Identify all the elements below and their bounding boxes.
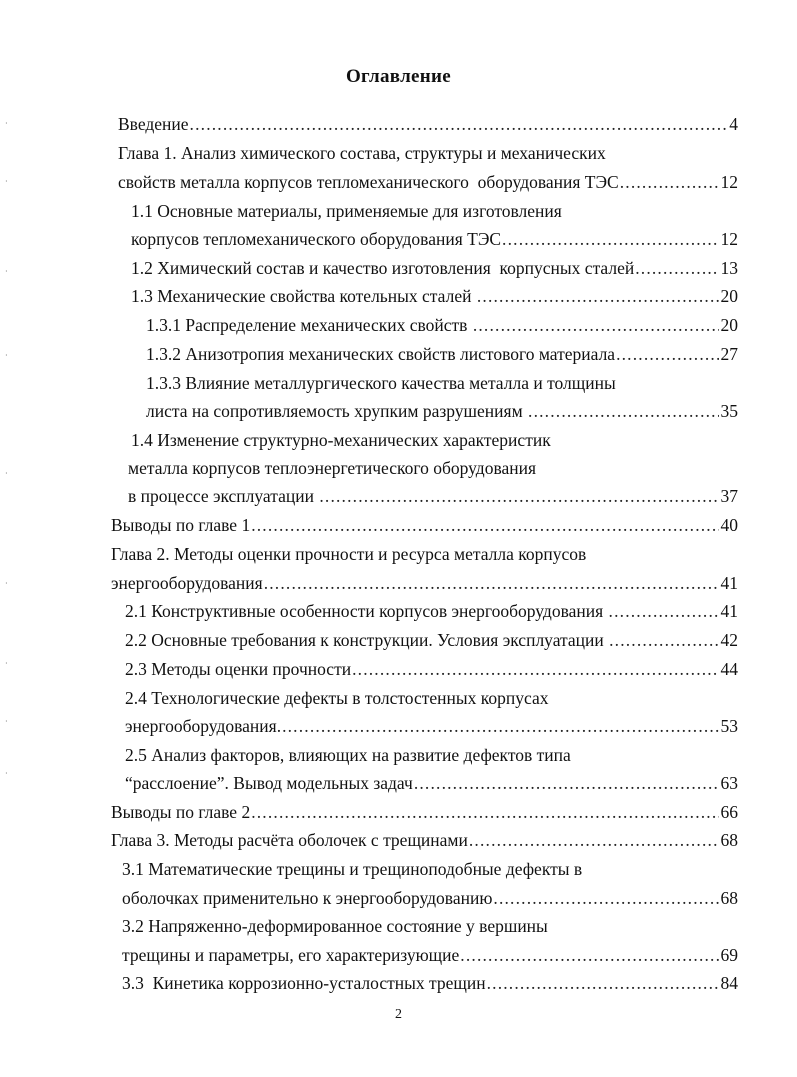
toc-entry-1-4-l3[interactable]: в процессе эксплуатации . . . 37 [128,482,738,510]
toc-entry-1-2[interactable]: 1.2 Химический состав и качество изготовления корпусных сталей . . . 13 [131,254,738,282]
dot-leader [319,482,718,510]
toc-entry-1-3-2[interactable]: 1.3.2 Анизотропия механических свойств листового материала . . . 27 [146,340,738,368]
toc-entry-2-4-l1[interactable]: 2.4 Технологические дефекты в толстостенных корпусах [125,688,549,708]
dot-leader [264,569,719,597]
scan-speck: · [5,469,8,478]
scan-speck: · [5,769,8,778]
toc-entry-1-4-l1[interactable]: 1.4 Изменение структурно-механических характеристик [131,430,551,450]
page-title: Оглавление [345,66,452,87]
dot-leader [473,311,719,339]
toc-entry-2-2[interactable]: 2.2 Основные требования к конструкции. Условия эксплуатации . . . 42 [125,626,738,654]
scan-speck: · [5,579,8,588]
toc-entry-ch1-l1[interactable]: Глава 1. Анализ химического состава, структуры и механических [118,143,606,163]
dot-leader [609,626,718,654]
toc-entry-2-5-l1[interactable]: 2.5 Анализ факторов, влияющих на развитие дефектов типа [125,745,571,765]
toc-entry-3-1-l2[interactable]: оболочках применительно к энергооборудованию . . . 68 [122,884,738,912]
dot-leader [251,511,718,539]
toc-entry-intro[interactable]: Введение . . . 4 [118,110,738,138]
toc-entry-1-1-l1[interactable]: 1.1 Основные материалы, применяемые для изготовления [131,201,562,221]
scan-speck: · [5,267,8,276]
dot-leader [251,798,718,826]
dot-leader [635,254,718,282]
toc-entry-3-3[interactable]: 3.3 Кинетика коррозионно-усталостных трещин . . . 84 [122,969,738,997]
dot-leader [190,110,728,138]
toc-entry-conclusions-1[interactable]: Выводы по главе 1 . . . 40 [111,511,738,539]
toc-entry-1-3-3-l2[interactable]: листа на сопротивляемость хрупким разрушениям . . . 35 [146,397,738,425]
toc-entry-1-1-l2[interactable]: корпусов тепломеханического оборудования ТЭС . . . 12 [131,225,738,253]
toc-entry-2-5-l2[interactable]: “расслоение”. Вывод модельных задач . . . 63 [125,769,738,797]
dot-leader [460,941,718,969]
dot-leader [528,397,718,425]
page-number: 2 [395,1007,402,1022]
scan-speck: · [5,177,8,186]
dot-leader [502,225,718,253]
toc-entry-3-2-l1[interactable]: 3.2 Напряженно-деформированное состояние у вершины [122,916,548,936]
dot-leader [282,712,718,740]
toc-entry-ch2-l1[interactable]: Глава 2. Методы оценки прочности и ресурса металла корпусов [111,544,587,564]
dot-leader [352,655,718,683]
toc-entry-2-4-l2[interactable]: энергооборудования. . . . 53 [125,712,738,740]
scan-speck: · [5,119,8,128]
toc-entry-2-3[interactable]: 2.3 Методы оценки прочности . . . 44 [125,655,738,683]
dot-leader [477,282,719,310]
scan-speck: · [5,717,8,726]
toc-entry-ch2-l2[interactable]: энергооборудования . . . 41 [111,569,738,597]
toc-entry-1-3-3-l1[interactable]: 1.3.3 Влияние металлургического качества металла и толщины [146,373,616,393]
toc-entry-ch3[interactable]: Глава 3. Методы расчёта оболочек с трещинами . . . 68 [111,826,738,854]
toc-entry-3-2-l2[interactable]: трещины и параметры, его характеризующие . . . 69 [122,941,738,969]
dot-leader [616,340,718,368]
dot-leader [620,168,719,196]
scan-speck: · [5,659,8,668]
toc-entry-1-3-1[interactable]: 1.3.1 Распределение механических свойств . . . 20 [146,311,738,339]
scan-speck: · [5,351,8,360]
toc-entry-3-1-l1[interactable]: 3.1 Математические трещины и трещиноподобные дефекты в [122,859,583,879]
toc-entry-1-3[interactable]: 1.3 Механические свойства котельных сталей . . . 20 [131,282,738,310]
dot-leader [487,969,719,997]
dot-leader [609,597,719,625]
toc-entry-2-1[interactable]: 2.1 Конструктивные особенности корпусов энергооборудования . . . 41 [125,597,738,625]
toc-entry-conclusions-2[interactable]: Выводы по главе 2 . . . 66 [111,798,738,826]
toc-entry-ch1-l2[interactable]: свойств металла корпусов тепломеханического оборудования ТЭС . . . 12 [118,168,738,196]
toc-entry-1-4-l2[interactable]: металла корпусов теплоэнергетического оборудования [128,458,537,478]
dot-leader [493,884,718,912]
dot-leader [469,826,719,854]
dot-leader [414,769,719,797]
